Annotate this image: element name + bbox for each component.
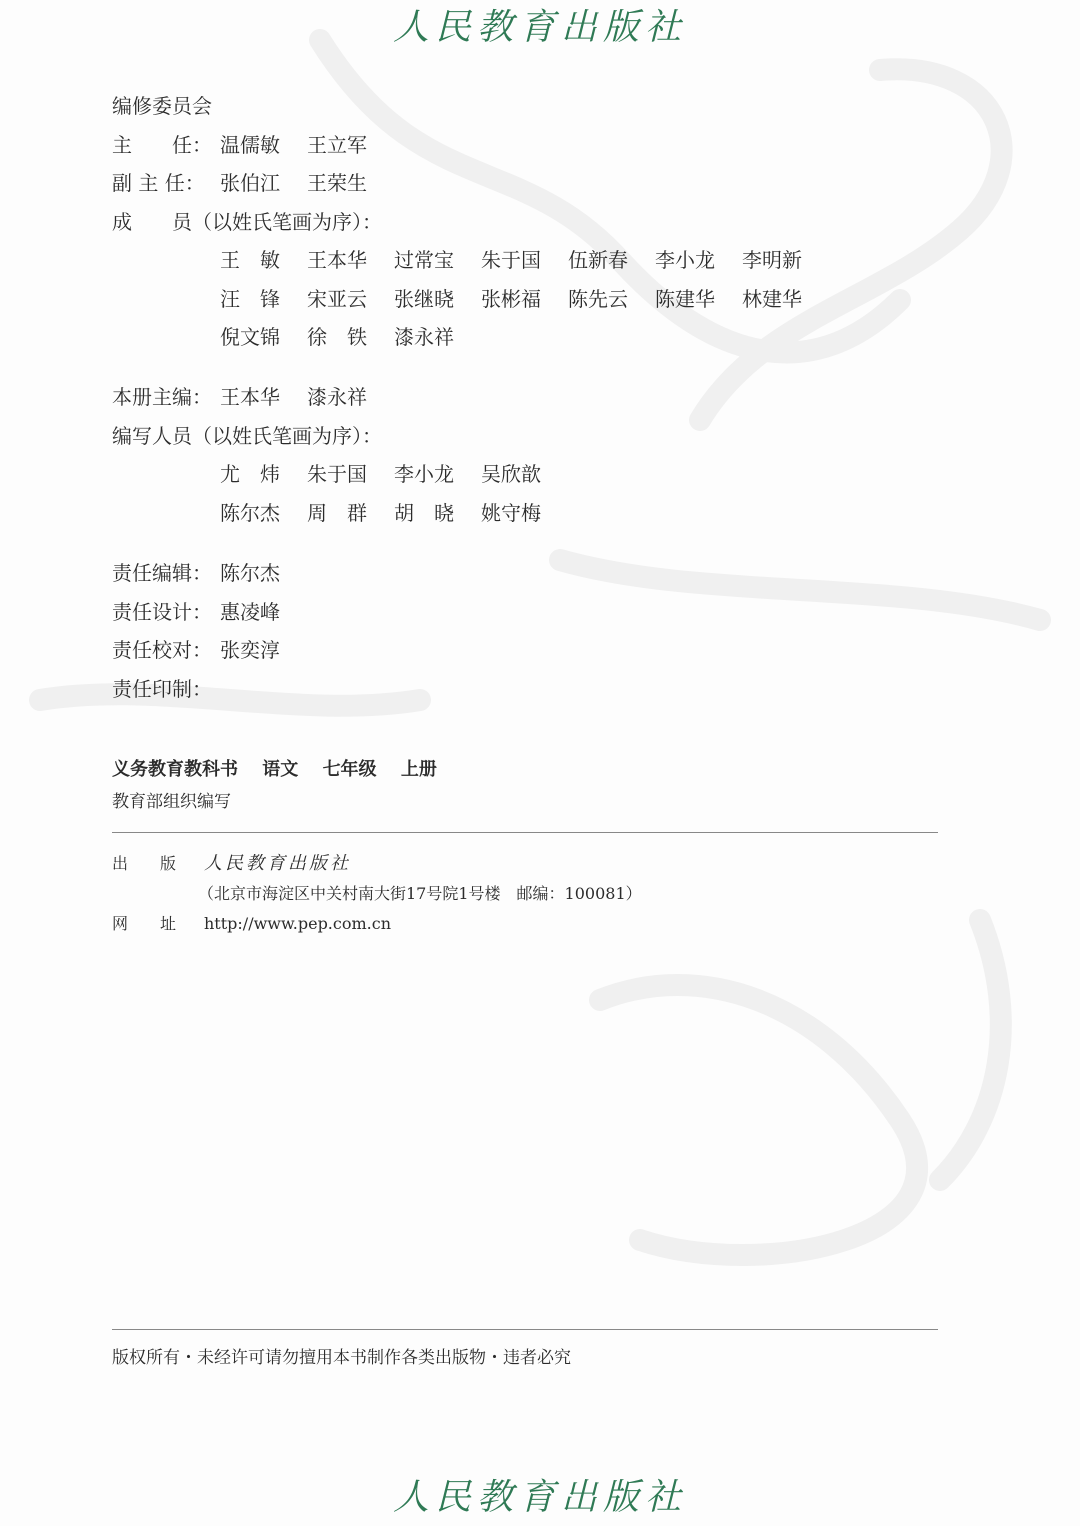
committee-section — [112, 87, 829, 357]
book-series: 义务教育教科书 — [112, 759, 238, 780]
member-name: 伍新春 — [568, 248, 628, 272]
publication-info — [112, 849, 642, 939]
member-name: 林建华 — [742, 286, 802, 311]
responsible-design-label: 责任设计： — [112, 599, 212, 624]
member-name: 陈先云 — [568, 286, 628, 311]
publisher-address: （北京市海淀区中关村南大街17号院1号楼 邮编：100081） — [198, 884, 642, 903]
member-name: 朱于国 — [481, 248, 541, 272]
writer-name: 朱于国 — [307, 462, 367, 486]
copyright-notice: 版权所有・未经许可请勿擅用本书制作各类出版物・违者必究 — [112, 1348, 571, 1368]
responsible-proofreading-name: 张奕淳 — [220, 638, 280, 662]
writer-name: 胡 晓 — [394, 500, 454, 525]
writers-label: 编写人员（以姓氏笔画为序）： — [112, 423, 382, 448]
member-name: 倪文锦 — [220, 325, 280, 349]
responsible-editor-name: 陈尔杰 — [220, 561, 280, 585]
book-volume: 上册 — [400, 759, 437, 780]
publisher-label: 出 版 — [112, 854, 177, 873]
editors-section — [112, 378, 568, 532]
member-name: 宋亚云 — [307, 286, 367, 311]
director-name: 王立军 — [307, 132, 367, 157]
responsible-editor-label: 责任编辑： — [112, 561, 212, 585]
member-name: 王本华 — [307, 248, 367, 272]
committee-title: 编修委员会 — [112, 94, 212, 118]
publisher-logo-top: 人民教育出版社 — [392, 7, 687, 48]
member-name: 李小龙 — [655, 248, 715, 272]
writer-name: 姚守梅 — [481, 500, 541, 525]
member-name: 张继晓 — [394, 286, 454, 311]
book-grade: 七年级 — [322, 759, 377, 780]
writer-name: 李小龙 — [394, 462, 454, 486]
member-name: 徐 铁 — [307, 325, 367, 349]
deputy-director-label: 副 主 任： — [112, 171, 205, 195]
deputy-director-name: 张伯江 — [220, 171, 280, 195]
divider-top — [112, 832, 938, 833]
responsible-design-name: 惠凌峰 — [220, 599, 280, 624]
website-link[interactable]: http://www.pep.com.cn — [204, 914, 392, 933]
divider-bottom — [112, 1329, 938, 1330]
member-name: 过常宝 — [394, 248, 454, 272]
responsible-proofreading-label: 责任校对： — [112, 638, 212, 662]
members-label: 成 员（以姓氏笔画为序）： — [112, 209, 382, 234]
director-name: 温儒敏 — [220, 132, 280, 157]
member-name: 陈建华 — [655, 286, 715, 311]
website-label: 网 址 — [112, 914, 177, 933]
publisher-name: 人民教育出版社 — [204, 853, 351, 874]
member-name: 汪 锋 — [220, 286, 280, 311]
responsibility-section — [112, 554, 280, 708]
member-name: 漆永祥 — [394, 325, 454, 349]
member-name: 王 敏 — [220, 248, 280, 272]
deputy-director-name: 王荣生 — [307, 171, 367, 195]
writer-name: 周 群 — [307, 500, 367, 525]
book-subject: 语文 — [262, 759, 299, 780]
chief-editor-name: 王本华 — [220, 385, 280, 409]
writer-name: 吴欣歆 — [481, 462, 541, 486]
member-name: 李明新 — [742, 248, 802, 272]
compiled-by: 教育部组织编写 — [112, 792, 231, 812]
member-name: 张彬福 — [481, 286, 541, 311]
responsible-printing-label: 责任印制： — [112, 676, 212, 701]
chief-editor-label: 本册主编： — [112, 385, 212, 409]
director-label: 主 任： — [112, 132, 212, 157]
chief-editor-name: 漆永祥 — [307, 385, 367, 409]
writer-name: 尤 炜 — [220, 462, 280, 486]
book-title — [112, 757, 455, 783]
writer-name: 陈尔杰 — [220, 500, 280, 525]
publisher-logo-bottom: 人民教育出版社 — [392, 1477, 687, 1518]
